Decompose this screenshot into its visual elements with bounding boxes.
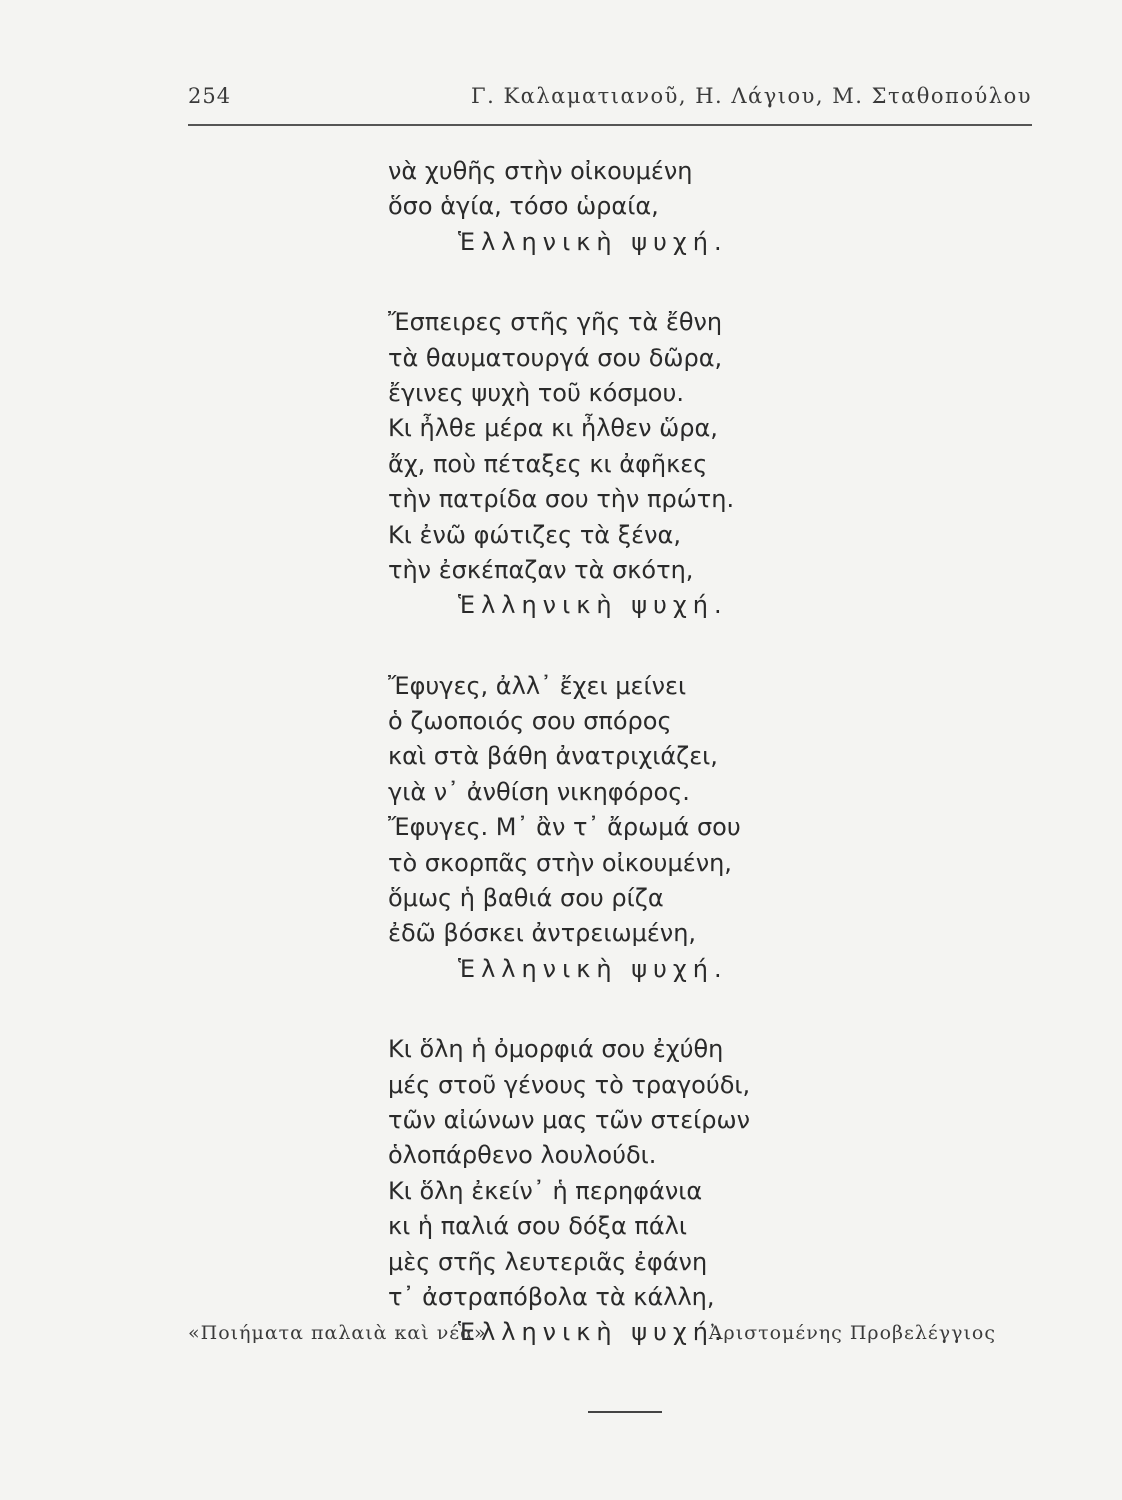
poem-line: τὴν πατρίδα σου τὴν πρώτη. [388, 485, 735, 514]
poem-line: ἐδῶ βόσκει ἀντρειωμένη, [388, 919, 697, 948]
poem-line: Ἔσπειρες στῆς γῆς τὰ ἔθνη [388, 308, 723, 337]
poem-line: Κι ἦλθε μέρα κι ἦλθεν ὥρα, [388, 414, 718, 443]
poem-line: νὰ χυθῆς στὴν οἰκουμένη [388, 157, 693, 185]
poem-line: ὅμως ἡ βαθιά σου ρίζα [388, 884, 664, 913]
stanza-2 [388, 305, 988, 624]
poem-body [388, 154, 988, 1351]
poem-attribution [188, 1322, 996, 1356]
poem-line: μὲς στῆς λευτεριᾶς ἐφάνη [388, 1247, 708, 1276]
section-end-rule [588, 1411, 662, 1413]
poem-line: τῶν αἰώνων μας τῶν στείρων [388, 1105, 751, 1134]
poem-line: τὸ σκορπᾶς στὴν οἰκουμένη, [388, 848, 732, 877]
stanza-gap [388, 624, 988, 669]
poem-line: ὁλοπάρθενο λουλούδι. [388, 1141, 657, 1170]
refrain-line: Ἑλληνικὴ ψυχή. [458, 227, 728, 256]
author-name: Ἀριστομένης Προβελέγγιος [708, 1322, 996, 1344]
poem-line: μές στοῦ γένους τὸ τραγούδι, [388, 1070, 751, 1099]
running-head [188, 84, 1032, 116]
refrain-line: Ἑλληνικὴ ψυχή. [458, 591, 728, 620]
poem-line: Ἔφυγες. Μ᾽ ἂν τ᾽ ἄρωμά σου [388, 813, 741, 842]
page-number: 254 [188, 84, 232, 108]
stanza-gap [388, 987, 988, 1032]
header-rule [188, 124, 1032, 126]
stanza-gap [388, 260, 988, 305]
poem-line: ὁ ζωοποιός σου σπόρος [388, 707, 672, 736]
poem-line: ὅσο ἁγία, τόσο ὡραία, [388, 192, 659, 221]
poem-line: Κι ὅλη ἡ ὀμορφιά σου ἐχύθη [388, 1035, 724, 1064]
poem-line: Ἔφυγες, ἀλλ᾽ ἔχει μείνει [388, 671, 687, 700]
poem-line: τὴν ἐσκέπαζαν τὰ σκότη, [388, 555, 694, 584]
stanza-3 [388, 669, 988, 988]
poem-line: καὶ στὰ βάθη ἀνατριχιάζει, [388, 742, 718, 771]
poem-line: ἄχ, ποὺ πέταξες κι ἀφῆκες [388, 449, 708, 478]
poem-line: γιὰ ν᾽ ἀνθίση νικηφόρος. [388, 777, 690, 806]
poem-line: κι ἡ παλιά σου δόξα πάλι [388, 1212, 687, 1241]
running-head-authors: Γ. Καλαματιανοῦ, Η. Λάγιου, Μ. Σταθοπούλου [471, 84, 1032, 108]
source-citation: «Ποιήματα παλαιὰ καὶ νέα» [188, 1322, 487, 1344]
poem-line: τ᾽ ἀστραπόβολα τὰ κάλλη, [388, 1282, 715, 1311]
poem-line: τὰ θαυματουργά σου δῶρα, [388, 343, 723, 372]
stanza-1 [388, 154, 988, 260]
poem-line: Κι ὅλη ἐκείν᾽ ἡ περηφάνια [388, 1176, 703, 1205]
poem-line: ἔγινες ψυχὴ τοῦ κόσμου. [388, 378, 684, 407]
refrain-line: Ἑλληνικὴ ψυχή. [458, 954, 728, 983]
stanza-4 [388, 1032, 988, 1351]
refrain-line: Ἑλληνικὴ ψυχή. [458, 1318, 728, 1347]
poem-line: Κι ἐνῶ φώτιζες τὰ ξένα, [388, 520, 681, 549]
